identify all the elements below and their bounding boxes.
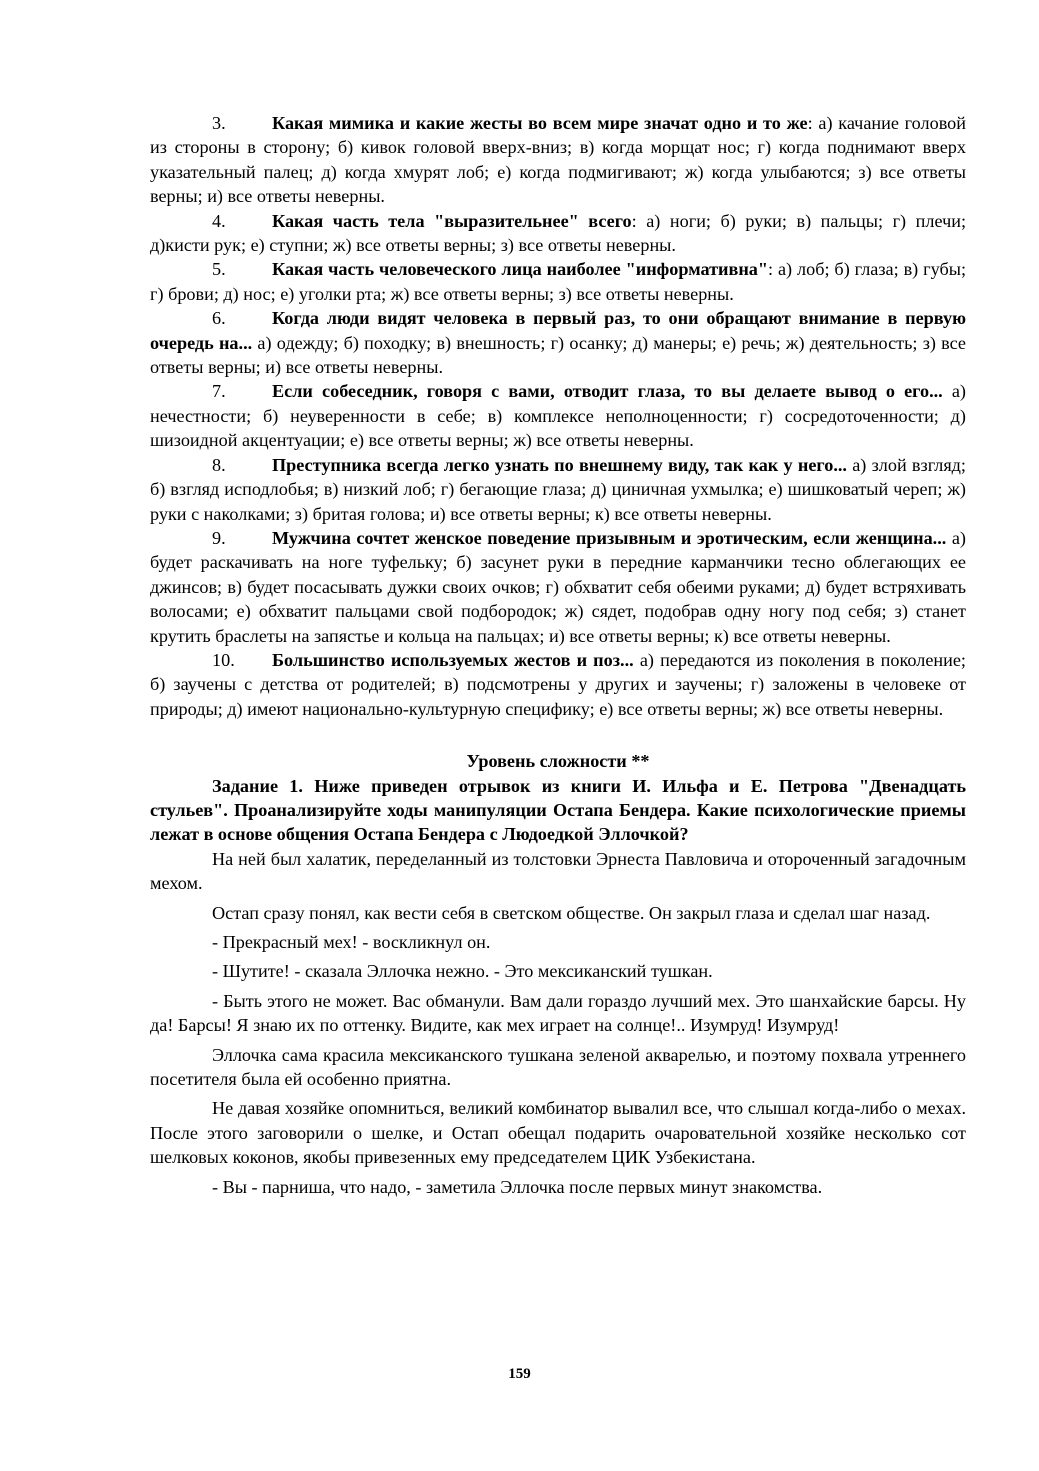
question-text: Мужчина сочтет женское поведение призывным и эротическим, если женщина...	[272, 527, 947, 548]
question-item	[150, 257, 966, 306]
question-item	[150, 648, 966, 721]
question-number: 3.	[212, 113, 226, 133]
excerpt-paragraph: - Прекрасный мех! - воскликнул он.	[212, 932, 491, 952]
excerpt-paragraph: - Шутите! - сказала Эллочка нежно. - Это мексиканский тушкан.	[212, 961, 713, 982]
excerpt-paragraph: - Вы - парниша, что надо, - заметила Эллочка после первых минут знакомства.	[212, 1176, 823, 1197]
question-number: 5.	[212, 259, 226, 280]
excerpt	[150, 847, 966, 1199]
question-text: Какая часть тела "выразительнее" всего	[272, 210, 632, 231]
question-text: Если собеседник, говоря с вами, отводит глаза, то вы делаете вывод о его...	[272, 381, 943, 402]
question-item	[150, 379, 966, 452]
question-item	[150, 453, 966, 526]
question-number: 6.	[212, 308, 226, 329]
question-text: Преступника всегда легко узнать по внешнему виду, так как у него...	[272, 454, 847, 475]
question-options: а) одежду; б) походку; в) внешность; г) осанку; д) манеры; е) речь; ж) деятельность; з) все ответы верны; и) все ответы неверны.	[150, 332, 967, 378]
task-heading: Задание 1. Ниже приведен отрывок из книги И. Ильфа и Е. Петрова "Двенадцать стульев". Проанализируйте ходы манипуляции Остапа Бендера. Какие психологические приемы лежат в основе общения Остапа Бендера с Людоедкой Эллочкой?	[150, 775, 966, 845]
question-item	[150, 111, 966, 209]
question-item	[150, 526, 966, 648]
excerpt-paragraph: - Быть этого не может. Вас обманули. Вам дали гораздо лучший мех. Это шанхайские барсы. Ну да! Барсы! Я знаю их по оттенку. Видите, как мех играет на солнце!.. Изумруд! Изумруд!	[150, 990, 966, 1036]
excerpt-paragraph: Эллочка сама красила мексиканского тушкана зеленой акварелью, и поэтому похвала утреннего посетителя была ей особенно приятна.	[150, 1044, 966, 1090]
question-options: а) нечестности; б) неуверенности в себе; в) комплексе неполноценности; г) сосредоточенности; д) шизоидной акцентуации; е) все ответы верны; ж) все ответы неверны.	[150, 381, 966, 451]
question-options: а) передаются из поколения в поколение; б) заучены с детства от родителей; в) подсмотрены у других и заучены; г) заложены в человеке от природы; д) имеют национально-культурную специфику; е) все ответы верны; ж) все ответы неверны.	[150, 649, 966, 719]
question-text: Какая мимика и какие жесты во всем мире значат одно и то же	[272, 113, 808, 133]
page-content	[150, 111, 966, 1199]
question-options: : а) качание головой из стороны в сторону; б) кивок головой вверх-вниз; в) когда морщат нос; г) когда поднимают вверх указательный палец; д) когда хмурят лоб; е) когда подмигивают; ж) когда улыбаются; з) все ответы верны; и) все ответы неверны.	[150, 113, 966, 207]
excerpt-paragraph: Не давая хозяйке опомниться, великий комбинатор вывалил все, что слышал когда-либо о мехах. После этого заговорили о шелке, и Остап обещал подарить очаровательной хозяйке несколько сот шелковых коконов, якобы привезенных ему председателем ЦИК Узбекистана.	[150, 1098, 966, 1168]
excerpt-paragraph: На ней был халатик, переделанный из толстовки Эрнеста Павловича и отороченный загадочным мехом.	[150, 848, 966, 894]
question-number: 7.	[212, 381, 226, 402]
question-list	[150, 111, 966, 721]
question-item	[150, 209, 966, 258]
question-number: 9.	[212, 527, 226, 548]
question-number: 4.	[212, 210, 226, 231]
question-options: : а) лоб; б) глаза; в) губы; г) брови; д) нос; е) уголки рта; ж) все ответы верны; з) все ответы неверны.	[150, 259, 967, 304]
question-item	[150, 306, 966, 379]
question-number: 10.	[212, 649, 235, 670]
question-text: Какая часть человеческого лица наиболее "информативна"	[272, 259, 768, 280]
question-options: : а) ноги; б) руки; в) пальцы; г) плечи; д)кисти рук; е) ступни; ж) все ответы верны; з) все ответы неверны.	[150, 210, 966, 256]
question-options: а) будет раскачивать на ноге туфельку; б) засунет руки в передние карманчики тесно облегающих ее джинсов; в) будет посасывать дужки своих очков; г) обхватит себя обеими руками; д) будет встряхивать волосами; е) обхватит пальцами свой подбородок; ж) сядет, подобрав одну ногу под себя; з) станет крутить браслеты на запястье и кольца на пальцах; и) все ответы верны; к) все ответы неверны.	[150, 527, 966, 646]
level-heading: Уровень сложности **	[466, 751, 650, 772]
page-number: 159	[508, 1366, 531, 1382]
question-number: 8.	[212, 454, 226, 475]
excerpt-paragraph: Остап сразу понял, как вести себя в светском обществе. Он закрыл глаза и сделал шаг назад.	[212, 902, 931, 923]
question-text: Большинство используемых жестов и поз...	[272, 649, 634, 670]
question-options: а) злой взгляд; б) взгляд исподлобья; в) низкий лоб; г) бегающие глаза; д) циничная ухмылка; е) шишковатый череп; ж) руки с наколками; з) бритая голова; и) все ответы верны; к) все ответы неверны.	[150, 454, 966, 524]
question-text: Когда люди видят человека в первый раз, то они обращают внимание в первую очередь на...	[150, 308, 966, 353]
